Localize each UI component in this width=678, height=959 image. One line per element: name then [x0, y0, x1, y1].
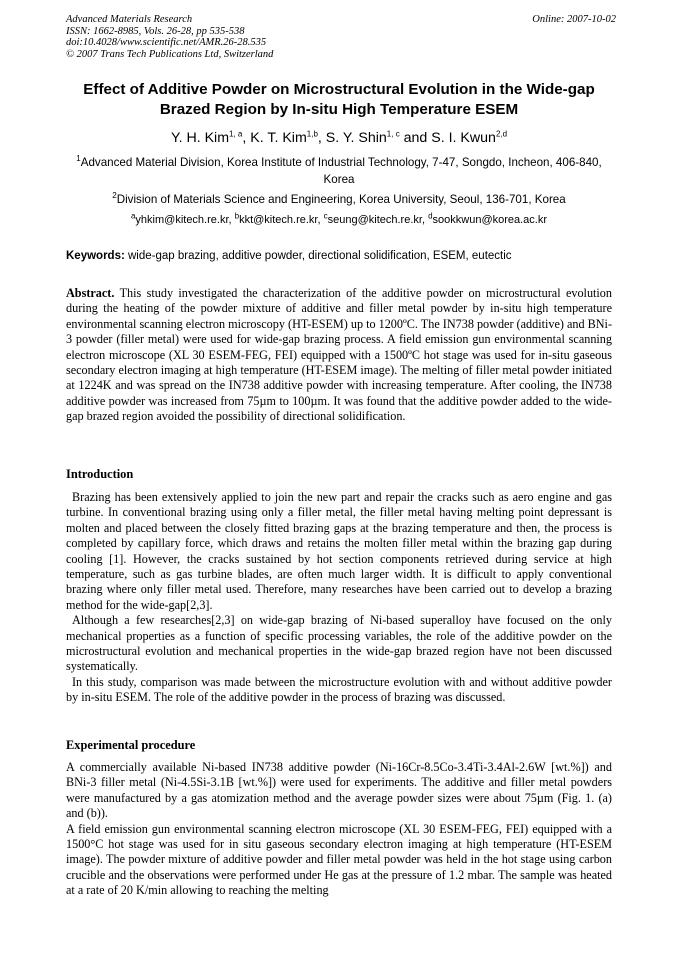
paragraph: A commercially available Ni-based IN738 additive powder (Ni-16Cr-8.5Co-3.4Ti-3.4Al-2.6W [wt.%]) and BNi-3 filler metal (Ni-4.5Si-3.1B [wt.%]) were used for experiments. The additive and filler metal powders were manufactured by a gas atomization method and the average powder sizes were about 75µm (Fig. 1. (a) and (b)).: [66, 760, 612, 821]
author-name: S. Y. Shin: [325, 130, 387, 146]
introduction-body: [66, 490, 612, 706]
online-date: Online: 2007-10-02: [532, 14, 616, 25]
email-mark: d: [428, 211, 433, 221]
email-list: $^a$yhkim@kitech.re.kr, $^b$kkt@kitech.re.kr, $^c$seung@kitech.re.kr, $^d$sookkwun@korea.ac.kr: [130, 211, 548, 226]
affiliation-2: [66, 191, 612, 208]
running-header: [66, 14, 616, 60]
author-affil-mark: 1, a: [229, 129, 243, 139]
affiliation-1: [66, 154, 612, 188]
title-line-1: Effect of Additive Powder on Microstructural Evolution in the Wide-gap: [83, 81, 595, 98]
introduction-heading: Introduction: [66, 467, 134, 481]
doi-line: doi:10.4028/www.scientific.net/AMR.26-28.535: [66, 37, 267, 49]
abstract-label: Abstract.: [66, 286, 115, 300]
abstract: [66, 286, 612, 425]
author-name: Y. H. Kim: [170, 130, 230, 146]
affiliation-mark: 2: [112, 191, 117, 201]
experimental-body: [66, 760, 612, 899]
author-affil-mark: 2,d: [495, 129, 508, 139]
author-conjunction: and: [399, 130, 432, 146]
affiliation-text: Advanced Material Division, Korea Institute of Industrial Technology, 7-47, Songdo, Incheon, 406-840, Korea: [80, 156, 602, 186]
copyright-line: © 2007 Trans Tech Publications Ltd, Switzerland: [66, 48, 274, 60]
keywords-label: Keywords:: [66, 250, 125, 262]
email-mark: b: [234, 211, 240, 221]
email-address: sookkwun@korea.ac.kr: [432, 214, 548, 226]
issn-line: ISSN: 1662-8985, Vols. 26-28, pp 535-538: [66, 25, 245, 37]
paragraph: In this study, comparison was made between the microstructure evolution with and without additive powder by in-situ ESEM. The role of the additive powder in the process of brazing was discussed.: [66, 674, 612, 705]
paragraph: A field emission gun environmental scanning electron microscope (XL 30 ESEM-FEG, FEI) equipped with a 1500°C hot stage was used for in situ gaseous secondary electron imaging at high temperature (HT-ESEM image). The powder mixture of additive powder and filler metal powder was held in the hot stage using carbon crucible and the observations were performed under He gas at the pressure of 1.2 mbar. The sample was heated at a rate of 20 K/min allowing to reaching the melting: [66, 821, 612, 898]
email-mark: c: [323, 211, 328, 221]
email-address: kkt@kitech.re.kr: [239, 214, 318, 226]
experimental-heading: Experimental procedure: [66, 738, 196, 752]
author-affil-mark: 1,b: [306, 129, 318, 139]
author-separator: ,: [242, 130, 251, 146]
title-line-2: Brazed Region by In-situ High Temperature ESEM: [159, 101, 519, 118]
email-address: seung@kitech.re.kr: [327, 214, 422, 226]
author-name: K. T. Kim: [250, 130, 307, 146]
email-mark: a: [130, 211, 136, 221]
paragraph: Although a few researches[2,3] on wide-gap brazing of Ni-based superalloy have focused on the only mechanical properties as a function of specific processing variables, the role of the additive powder on the microstructural evolution and mechanical properties in the wide-gap brazed region have not been discussed systematically.: [66, 613, 612, 674]
author-name: S. I. Kwun: [431, 130, 496, 146]
paragraph: Brazing has been extensively applied to join the new part and repair the cracks such as aero engine and gas turbine. In conventional brazing using only a filler metal, the filler metal having melting point depressant is molten and placed between the closely fitted brazing gaps at the brazing temperature and then, the process is completed by capillary force, which draws and retains the molten filler metal within the brazing gap during cooling [1]. However, the cracks sustained by hot section components retrieved during service at high temperature, such as gas turbine blades, are often much larger width. It is difficult to apply conventional brazing where only filler metal used. Therefore, many researches have been carried out to develop a brazing method for the wide-gap[2,3].: [66, 490, 612, 612]
author-separator: ,: [317, 130, 326, 146]
email-address: yhkim@kitech.re.kr: [135, 214, 229, 226]
affiliation-text: Division of Materials Science and Engineering, Korea University, Seoul, 136-701, Korea: [116, 193, 566, 206]
abstract-text: This study investigated the characterization of the additive powder on microstructural evolution during the heating of the powder mixture of additive and filler metal powder by in-situ high temperature environmental scanning electron microscopy (HT-ESEM) up to 1200ºC. The IN738 powder (additive) and BNi-3 powder (filler metal) were used for wide-gap brazing process. A field emission gun environmental scanning electron microscope (XL 30 ESEM-FEG, FEI) equipped with a 1500ºC hot stage was used for in-situ gaseous secondary electron imaging at high temperature (HT-ESEM image). The melting of filler metal powder initiated at 1224K and was spread on the IN738 additive powder with increasing temperature. After cooling, the IN738 additive powder was increased from 75µm to 100µm. It was found that the additive powder added to the wide-gap brazed region avoided the possibility of directional solidification.: [66, 286, 613, 424]
keywords-text: wide-gap brazing, additive powder, directional solidification, ESEM, eutectic: [128, 250, 512, 262]
affiliation-mark: 1: [76, 154, 81, 164]
author-affil-mark: 1, c: [386, 129, 400, 139]
journal-name: Advanced Materials Research: [66, 14, 193, 25]
paper-title: [40, 80, 638, 120]
author-list: [40, 129, 638, 147]
keywords: [66, 248, 612, 265]
